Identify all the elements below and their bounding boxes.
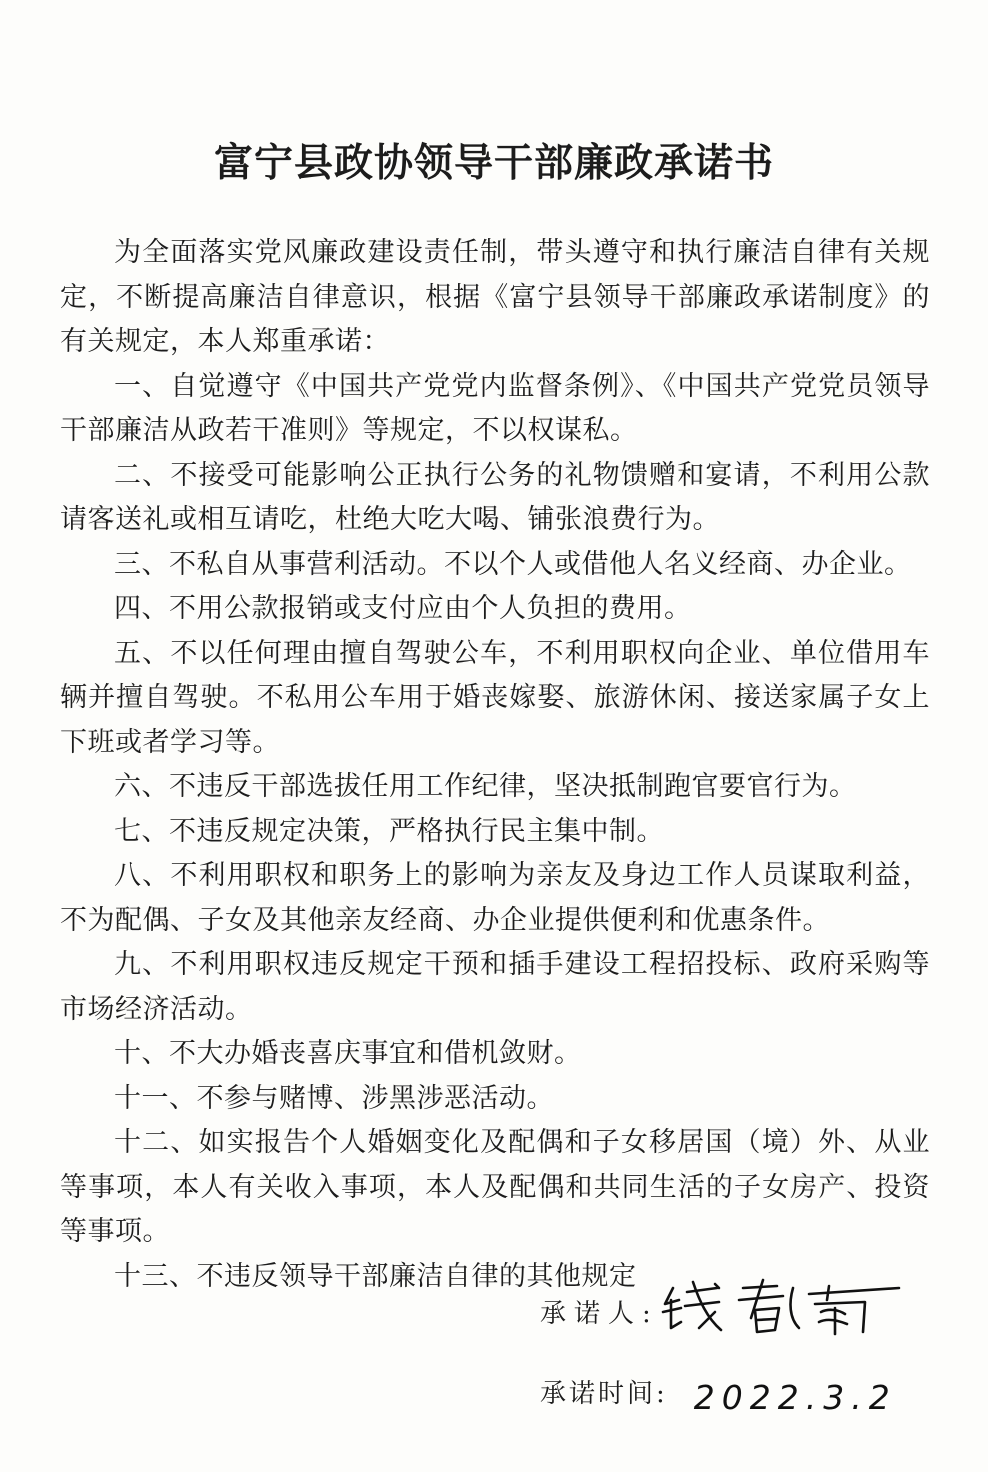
- paragraph-item-6: 六、不违反干部选拔任用工作纪律，坚决抵制跑官要官行为。: [114, 771, 857, 802]
- handwritten-date: 2022.3.2: [693, 1378, 897, 1417]
- paragraph-item-4: 四、不用公款报销或支付应由个人负担的费用。: [114, 593, 692, 624]
- paragraph-item-12: 十二、如实报告个人婚姻变化及配偶和子女移居国（境）外、从业等事项，本人有关收入事项，本人及配偶和共同生活的子女房产、投资等事项。: [60, 1127, 930, 1247]
- paragraph-item-8: 八、不利用职权和职务上的影响为亲友及身边工作人员谋取利益，不为配偶、子女及其他亲友经商、办企业提供便利和优惠条件。: [60, 860, 930, 936]
- paragraph-intro: 为全面落实党风廉政建设责任制，带头遵守和执行廉洁自律有关规定，不断提高廉洁自律意识，根据《富宁县领导干部廉政承诺制度》的有关规定，本人郑重承诺：: [60, 237, 930, 357]
- date-row: [540, 1370, 897, 1418]
- paragraph-item-2: 二、不接受可能影响公正执行公务的礼物馈赠和宴请，不利用公款请客送礼或相互请吃，杜绝大吃大喝、铺张浪费行为。: [60, 459, 930, 535]
- paragraph-item-9: 九、不利用职权违反规定干预和插手建设工程招投标、政府采购等市场经济活动。: [60, 949, 930, 1025]
- handwritten-signature: [659, 1278, 909, 1340]
- date-label: 承诺时间:: [540, 1379, 668, 1409]
- signer-label: 承诺人:: [540, 1299, 659, 1329]
- paragraph-item-7: 七、不违反规定决策，严格执行民主集中制。: [114, 815, 664, 847]
- paragraph-item-11: 十一、不参与赌博、涉黑涉恶活动。: [114, 1082, 554, 1114]
- paragraph-item-3: 三、不私自从事营利活动。不以个人或借他人名义经商、办企业。: [114, 548, 912, 580]
- paragraph-item-10: 十、不大办婚丧喜庆事宜和借机敛财。: [114, 1038, 582, 1069]
- signer-row: [540, 1288, 909, 1340]
- paragraph-item-5: 五、不以任何理由擅自驾驶公车，不利用职权向企业、单位借用车辆并擅自驾驶。不私用公车用于婚丧嫁娶、旅游休闲、接送家属子女上下班或者学习等。: [60, 637, 930, 758]
- document-body: [60, 231, 930, 1299]
- paragraph-item-1: 一、自觉遵守《中国共产党党内监督条例》、《中国共产党党员领导干部廉洁从政若干准则》等规定，不以权谋私。: [60, 370, 930, 446]
- paragraph-item-13: 十三、不违反领导干部廉洁自律的其他规定: [114, 1260, 637, 1292]
- document-title: 富宁县政协领导干部廉政承诺书: [213, 140, 774, 186]
